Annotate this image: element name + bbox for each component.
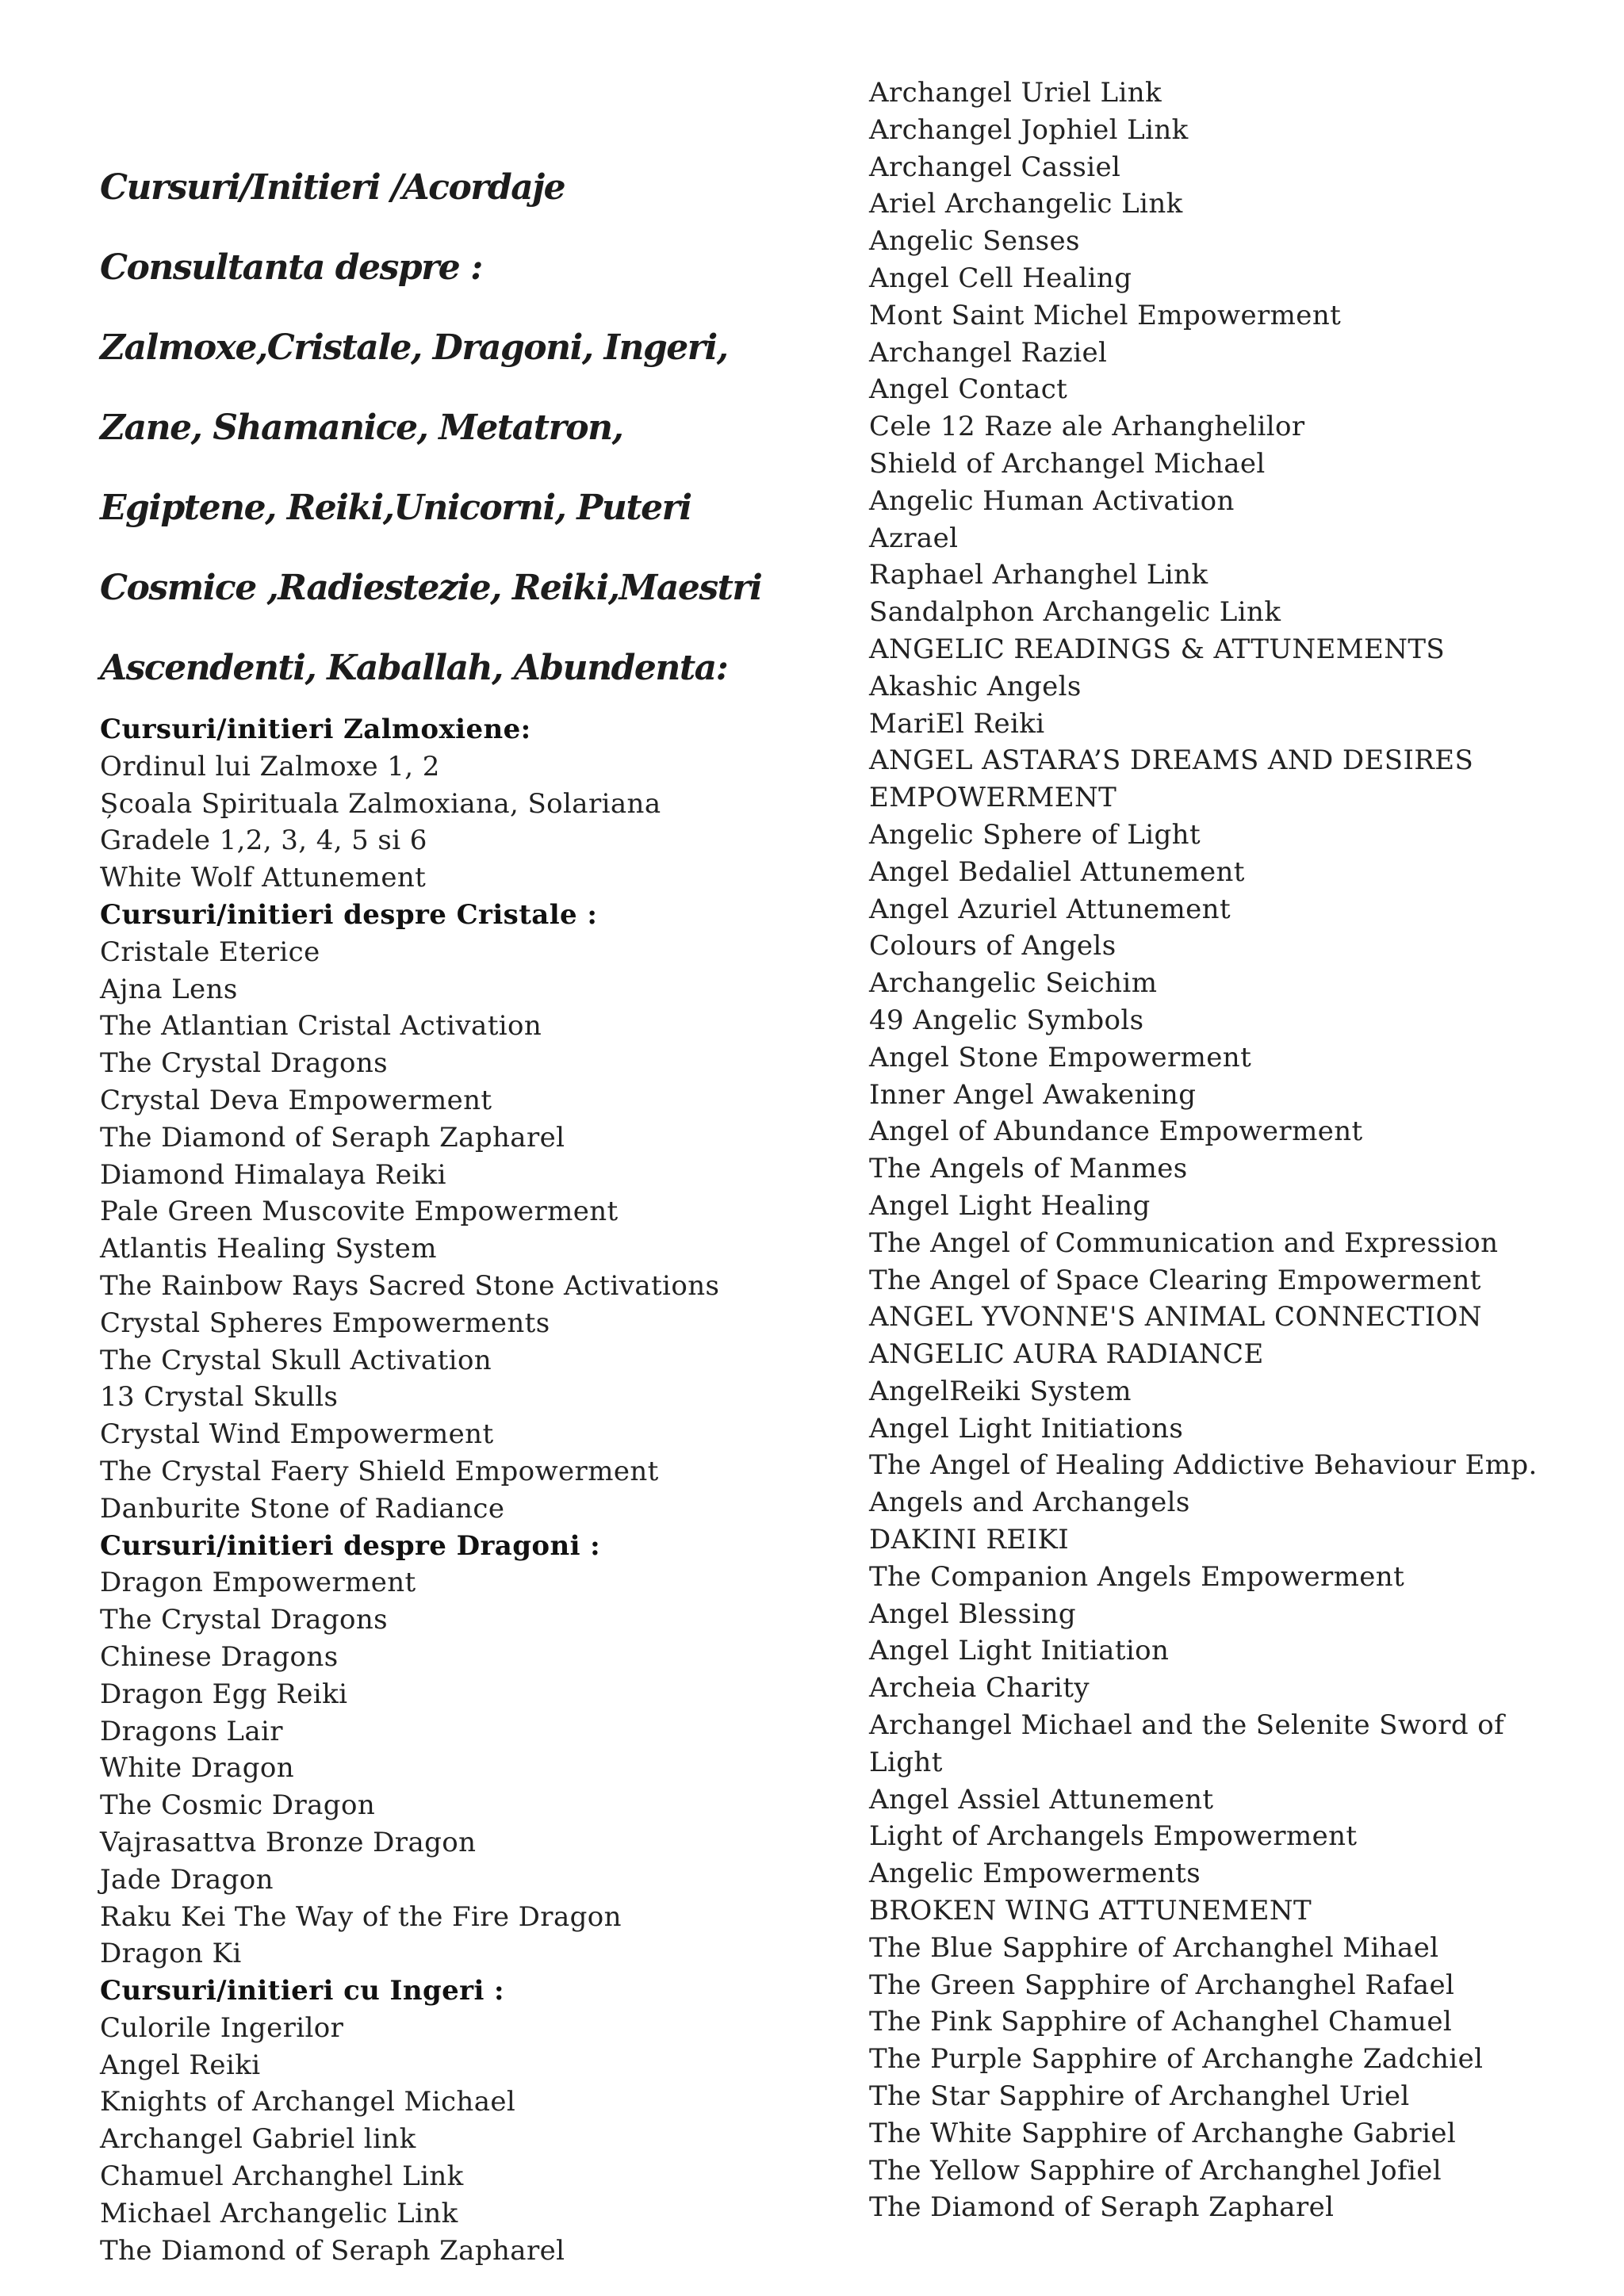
course-item: Angelic Sphere of Light bbox=[869, 818, 1201, 851]
heading-line: Zalmoxe,Cristale, Dragoni, Ingeri, bbox=[100, 327, 728, 368]
course-item: The Cosmic Dragon bbox=[100, 1789, 376, 1822]
course-item: Angelic Human Activation bbox=[869, 484, 1235, 517]
course-item: Angel Reiki bbox=[100, 2049, 261, 2081]
section-heading: Cursuri/initieri despre Cristale : bbox=[100, 898, 598, 931]
course-item: Angel Cell Healing bbox=[869, 262, 1132, 294]
course-item: Archangelic Seichim bbox=[869, 967, 1158, 1000]
course-item: Archangel Gabriel link bbox=[100, 2123, 416, 2156]
course-item: Cele 12 Raze ale Arhanghelilor bbox=[869, 411, 1305, 443]
course-item: Crystal Wind Empowerment bbox=[100, 1418, 494, 1451]
course-item: Chamuel Archanghel Link bbox=[100, 2160, 464, 2193]
course-item: Jade Dragon bbox=[100, 1863, 274, 1896]
course-item: Vajrasattva Bronze Dragon bbox=[100, 1826, 477, 1858]
course-item: 49 Angelic Symbols bbox=[869, 1004, 1144, 1036]
course-item: The Rainbow Rays Sacred Stone Activations bbox=[100, 1269, 720, 1302]
section-heading: Cursuri/initieri Zalmoxiene: bbox=[100, 714, 531, 745]
course-item: ANGEL YVONNE'S ANIMAL CONNECTION bbox=[869, 1301, 1482, 1334]
course-item: Angel Light Healing bbox=[869, 1189, 1151, 1222]
course-item: The Diamond of Seraph Zapharel bbox=[100, 2234, 565, 2267]
course-item: Archangel Raziel bbox=[869, 336, 1108, 369]
heading-line: Zane, Shamanice, Metatron, bbox=[100, 408, 623, 448]
course-item: Angel Bedaliel Attunement bbox=[869, 855, 1245, 888]
course-item: 13 Crystal Skulls bbox=[100, 1381, 339, 1414]
course-item: The Diamond of Seraph Zapharel bbox=[100, 1121, 565, 1154]
course-item: Raku Kei The Way of the Fire Dragon bbox=[100, 1900, 622, 1933]
course-item: Raphael Arhanghel Link bbox=[869, 559, 1208, 591]
left-course-list bbox=[100, 711, 837, 2269]
course-item: Akashic Angels bbox=[869, 670, 1082, 702]
course-item: Pale Green Muscovite Empowerment bbox=[100, 1196, 619, 1228]
heading-line: Cosmice ,Radiestezie, Reiki,Maestri bbox=[100, 568, 762, 608]
course-item: The Pink Sapphire of Achanghel Chamuel bbox=[869, 2006, 1453, 2038]
course-item: The Angel of Space Clearing Empowerment bbox=[869, 1264, 1481, 1296]
course-item: Michael Archangelic Link bbox=[100, 2197, 458, 2229]
course-item: Angel Stone Empowerment bbox=[869, 1041, 1252, 1073]
course-item: Crystal Deva Empowerment bbox=[100, 1084, 492, 1116]
course-item: Dragon Ki bbox=[100, 1938, 242, 1970]
course-item: The Crystal Dragons bbox=[100, 1604, 389, 1636]
course-item: Archangel Michael and the Selenite Sword of bbox=[869, 1709, 1505, 1742]
course-item: Cristale Eterice bbox=[100, 936, 320, 968]
course-item: Angel Assiel Attunement bbox=[869, 1783, 1214, 1816]
section-heading: Cursuri/initieri despre Dragoni : bbox=[100, 1529, 601, 1562]
course-item: Dragon Empowerment bbox=[100, 1567, 416, 1599]
course-item: Chinese Dragons bbox=[100, 1640, 339, 1673]
course-item: The Blue Sapphire of Archanghel Mihael bbox=[869, 1931, 1439, 1964]
course-item: Crystal Spheres Empowerments bbox=[100, 1307, 550, 1339]
course-item: Ajna Lens bbox=[100, 973, 238, 1005]
course-item: The Diamond of Seraph Zapharel bbox=[869, 2191, 1335, 2224]
course-item: Angels and Archangels bbox=[869, 1487, 1190, 1519]
course-item: The Angel of Healing Addictive Behaviour Emp. bbox=[869, 1449, 1538, 1482]
heading-line: Cursuri/Initieri /Acordaje bbox=[100, 167, 565, 208]
course-item: ANGELIC READINGS & ATTUNEMENTS bbox=[869, 633, 1446, 665]
course-item: Azrael bbox=[869, 522, 959, 554]
course-item: The Companion Angels Empowerment bbox=[869, 1560, 1405, 1593]
right-column bbox=[869, 75, 1583, 2226]
course-item: Angel Azuriel Attunement bbox=[869, 893, 1231, 925]
course-item: DAKINI REIKI bbox=[869, 1524, 1070, 1556]
course-item: The Angel of Communication and Expression bbox=[869, 1226, 1499, 1259]
course-item: Archangel Cassiel bbox=[869, 151, 1121, 183]
course-item: White Dragon bbox=[100, 1752, 295, 1785]
left-column bbox=[100, 147, 837, 2269]
course-item: Angelic Senses bbox=[869, 225, 1080, 258]
course-item: Culorile Ingerilor bbox=[100, 2011, 344, 2044]
course-item: Angelic Empowerments bbox=[869, 1858, 1201, 1890]
course-item: Diamond Himalaya Reiki bbox=[100, 1158, 446, 1191]
course-item: Shield of Archangel Michael bbox=[869, 447, 1266, 480]
course-item: The Atlantian Cristal Activation bbox=[100, 1010, 542, 1043]
course-item: Mont Saint Michel Empowerment bbox=[869, 299, 1342, 331]
course-item: AngelReiki System bbox=[869, 1375, 1132, 1407]
course-item: Ordinul lui Zalmoxe 1, 2 bbox=[100, 750, 440, 783]
course-item: The Green Sapphire of Archanghel Rafael bbox=[869, 1969, 1455, 2001]
course-item: The Crystal Skull Activation bbox=[100, 1344, 492, 1376]
course-item: Inner Angel Awakening bbox=[869, 1078, 1197, 1111]
course-item: Knights of Archangel Michael bbox=[100, 2086, 516, 2118]
heading-line: Ascendenti, Kaballah, Abundenta: bbox=[100, 648, 728, 688]
course-item: Angel Blessing bbox=[869, 1598, 1077, 1630]
page-heading bbox=[100, 147, 837, 708]
course-item: The Crystal Dragons bbox=[100, 1047, 389, 1080]
right-course-list bbox=[869, 75, 1583, 2226]
heading-line: Egiptene, Reiki,Unicorni, Puteri bbox=[100, 488, 691, 528]
course-item: Sandalphon Archangelic Link bbox=[869, 596, 1281, 629]
course-item: Angel of Abundance Empowerment bbox=[869, 1115, 1363, 1148]
course-item: Danburite Stone of Radiance bbox=[100, 1492, 505, 1525]
course-item: BROKEN WING ATTUNEMENT bbox=[869, 1895, 1312, 1927]
course-item: Angel Light Initiation bbox=[869, 1635, 1170, 1667]
course-item: The Purple Sapphire of Archanghe Zadchiel bbox=[869, 2043, 1484, 2076]
course-item: MariEl Reiki bbox=[869, 707, 1045, 740]
course-item: Archeia Charity bbox=[869, 1672, 1090, 1705]
course-item: The Crystal Faery Shield Empowerment bbox=[100, 1455, 659, 1487]
course-item: Archangel Uriel Link bbox=[869, 77, 1162, 109]
course-item: Dragon Egg Reiki bbox=[100, 1678, 348, 1710]
course-item: White Wolf Attunement bbox=[100, 862, 427, 894]
course-item: Dragons Lair bbox=[100, 1715, 283, 1747]
course-item: Angel Light Initiations bbox=[869, 1412, 1184, 1445]
course-item: The White Sapphire of Archanghe Gabriel bbox=[869, 2117, 1457, 2149]
course-item: Atlantis Healing System bbox=[100, 1233, 437, 1265]
course-item: The Star Sapphire of Archanghel Uriel bbox=[869, 2080, 1410, 2113]
course-item: EMPOWERMENT bbox=[869, 782, 1117, 814]
course-item: ANGELIC AURA RADIANCE bbox=[869, 1338, 1264, 1371]
course-item: Archangel Jophiel Link bbox=[869, 113, 1189, 146]
course-item: ANGEL ASTARA’S DREAMS AND DESIRES bbox=[869, 744, 1474, 777]
course-item: Light bbox=[869, 1746, 943, 1778]
course-item: The Angels of Manmes bbox=[869, 1153, 1188, 1185]
heading-line: Consultanta despre : bbox=[100, 247, 482, 288]
course-item: Școala Spirituala Zalmoxiana, Solariana bbox=[100, 787, 661, 820]
course-item: Ariel Archangelic Link bbox=[869, 188, 1183, 220]
course-item: Light of Archangels Empowerment bbox=[869, 1820, 1358, 1853]
course-item: Gradele 1,2, 3, 4, 5 si 6 bbox=[100, 825, 427, 857]
section-heading: Cursuri/initieri cu Ingeri : bbox=[100, 1975, 504, 2007]
course-item: Angel Contact bbox=[869, 373, 1068, 406]
course-item: Colours of Angels bbox=[869, 930, 1116, 962]
course-item: The Yellow Sapphire of Archanghel Jofiel bbox=[869, 2154, 1442, 2187]
